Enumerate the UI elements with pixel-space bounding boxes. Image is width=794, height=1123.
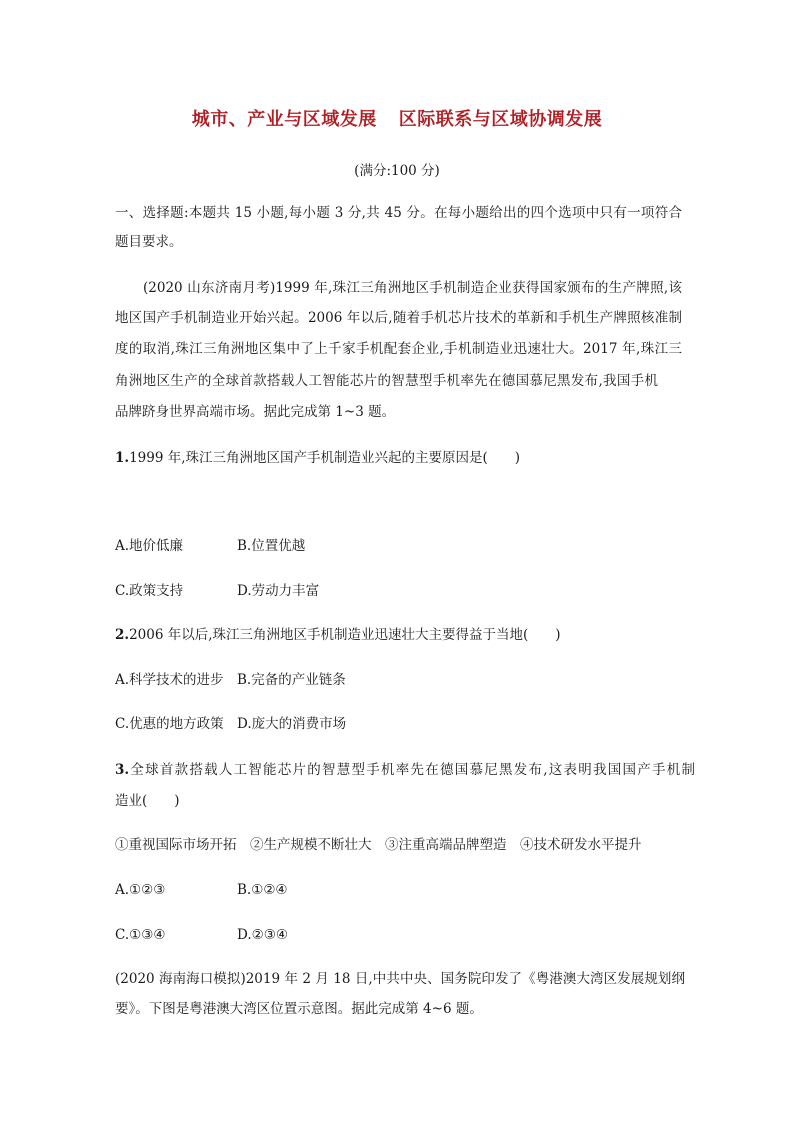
q3-option-b: B.①②④ <box>237 882 288 898</box>
passage1-line-3: 度的取消,珠江三角洲地区集中了上千家手机配套企业,手机制造业迅速壮大。2017 年,珠江三 <box>115 341 682 357</box>
q2-option-a: A.科学技术的进步 <box>115 672 224 688</box>
question-1-number: 1. <box>115 450 130 466</box>
section-instruction-line-1: 一、选择题:本题共 15 小题,每小题 3 分,共 45 分。在每小题给出的四个选项中只有一项符合 <box>115 205 682 221</box>
question-1-stem <box>115 449 520 467</box>
passage1-line-5: 品牌跻身世界高端市场。据此完成第 1~3 题。 <box>115 404 396 420</box>
passage2-line-2: 要》。下图是粤港澳大湾区位置示意图。据此完成第 4~6 题。 <box>115 1001 483 1017</box>
section-instruction-line-2: 题目要求。 <box>115 234 183 250</box>
page-title <box>0 105 794 131</box>
question-3-number: 3. <box>115 762 130 778</box>
question-2-number: 2. <box>115 627 130 643</box>
title-part-2: 区际联系与区域协调发展 <box>398 109 603 130</box>
q1-option-b: B.位置优越 <box>237 538 306 554</box>
q2-option-b: B.完备的产业链条 <box>237 672 346 688</box>
question-3-items: ①重视国际市场开拓 ②生产规模不断壮大 ③注重高端品牌塑造 ④技术研发水平提升 <box>115 837 642 853</box>
q2-option-d: D.庞大的消费市场 <box>237 716 347 732</box>
q1-option-d: D.劳动力丰富 <box>237 583 320 599</box>
passage1-line-1: (2020 山东济南月考)1999 年,珠江三角洲地区手机制造企业获得国家颁布的生产牌照,该 <box>143 280 682 296</box>
q1-option-c: C.政策支持 <box>115 583 184 599</box>
question-3-text-1: 全球首款搭载人工智能芯片的智慧型手机率先在德国慕尼黑发布,这表明我国国产手机制 <box>129 762 695 778</box>
q2-option-c: C.优惠的地方政策 <box>115 716 224 732</box>
q3-option-d: D.②③④ <box>237 927 288 943</box>
question-2-stem <box>115 626 561 644</box>
question-3-stem-line-1 <box>115 761 695 779</box>
full-score-note: (满分:100 分) <box>354 163 440 179</box>
question-1-text: 1999 年,珠江三角洲地区国产手机制造业兴起的主要原因是( ) <box>129 450 521 466</box>
question-3-stem-line-2: 造业( ) <box>115 793 180 809</box>
passage1-line-2: 地区国产手机制造业开始兴起。2006 年以后,随着手机芯片技术的革新和手机生产牌照核准制 <box>115 310 682 326</box>
q1-option-a: A.地价低廉 <box>115 538 184 554</box>
passage1-line-4: 角洲地区生产的全球首款搭载人工智能芯片的智慧型手机率先在德国慕尼黑发布,我国手机 <box>115 373 658 389</box>
q3-option-c: C.①③④ <box>115 927 166 943</box>
q3-option-a: A.①②③ <box>115 882 166 898</box>
title-part-1: 城市、产业与区域发展 <box>191 109 377 130</box>
question-2-text: 2006 年以后,珠江三角洲地区手机制造业迅速壮大主要得益于当地( ) <box>129 627 561 643</box>
passage2-line-1: (2020 海南海口模拟)2019 年 2 月 18 日,中共中央、国务院印发了《粤港澳大湾区发展规划纲 <box>115 971 685 987</box>
